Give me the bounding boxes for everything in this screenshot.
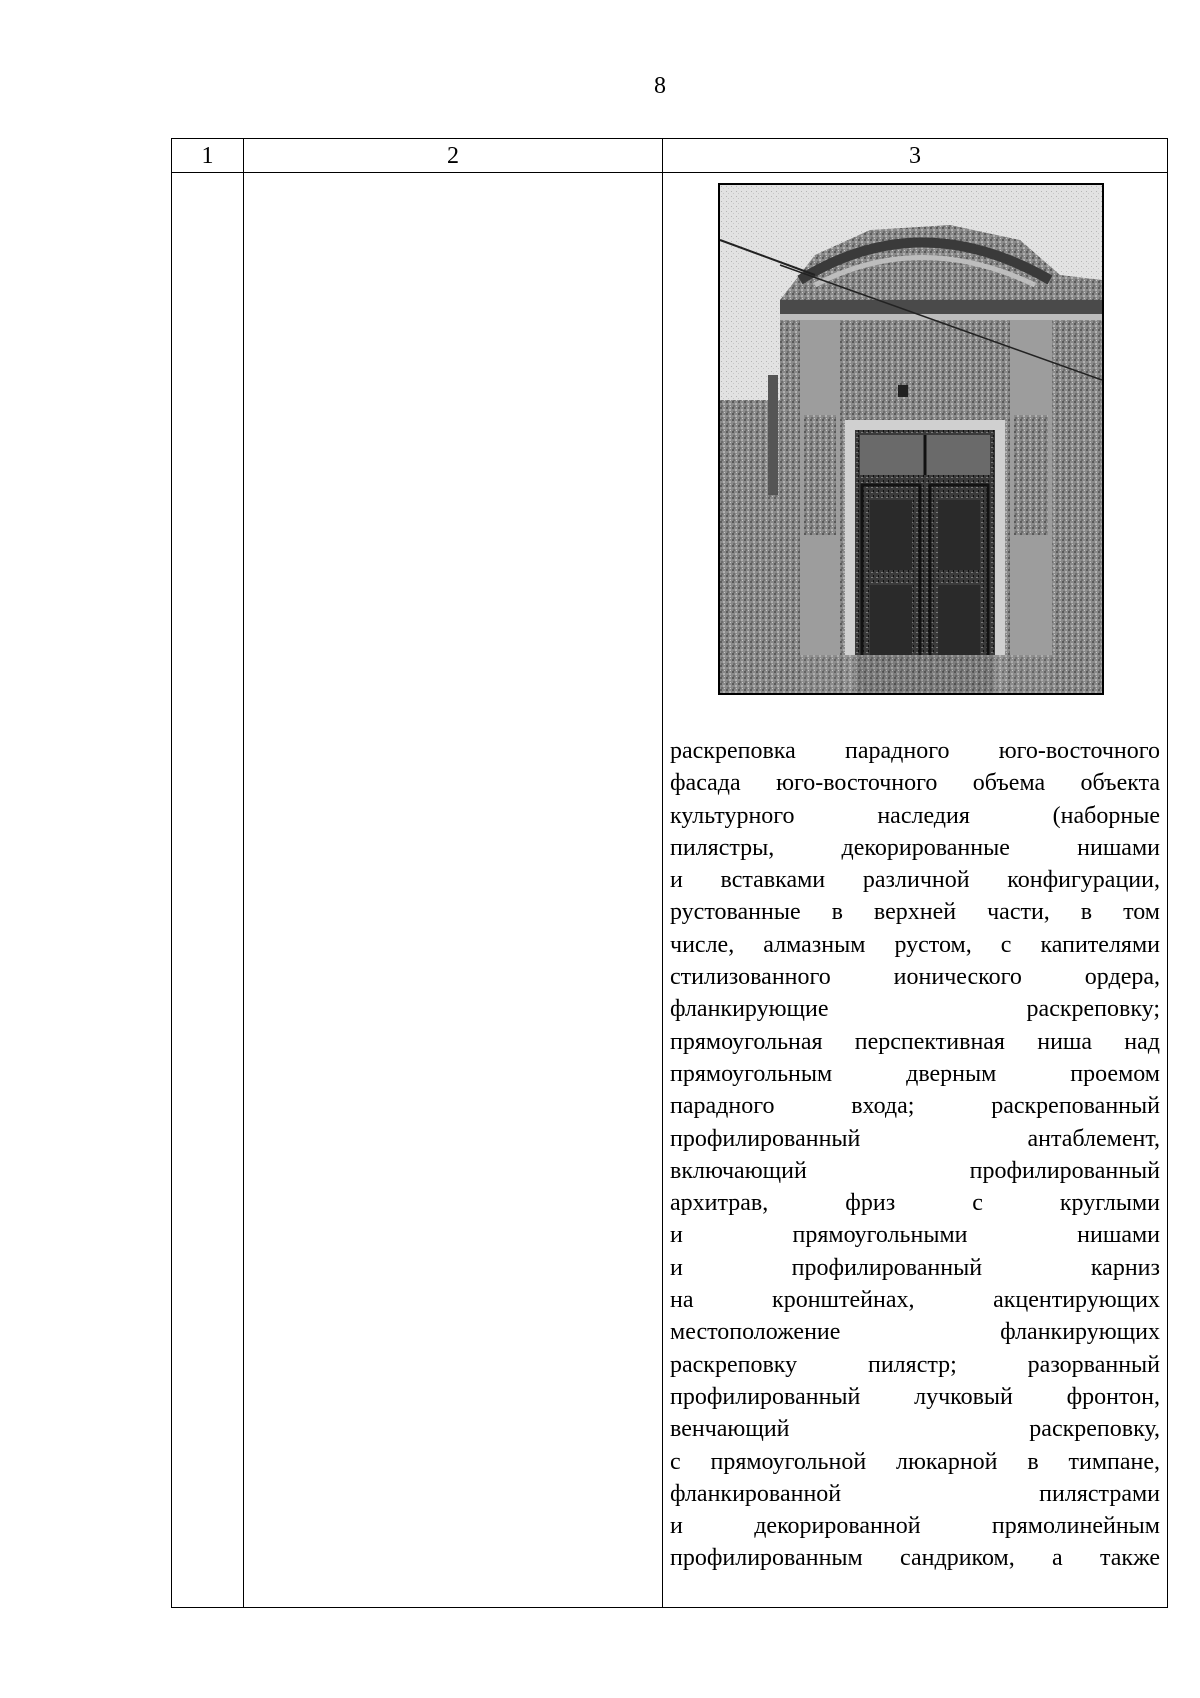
description-line: венчающий раскреповку, — [670, 1416, 1160, 1443]
row-col-1 — [172, 173, 244, 1608]
header-col-3: 3 — [663, 139, 1168, 173]
table-header-row — [172, 139, 1168, 173]
row-col-2 — [244, 173, 663, 1608]
description-line: пилястры, декорированные нишами — [670, 834, 1160, 861]
description-line: профилированным сандриком, а также — [670, 1545, 1160, 1572]
description-line: фланкированной пилястрами — [670, 1480, 1160, 1507]
header-col-2: 2 — [244, 139, 663, 173]
table-row — [172, 173, 1168, 1608]
description-line: и вставками различной конфигурации, — [670, 867, 1160, 894]
description-line: прямоугольным дверным проемом — [670, 1060, 1160, 1087]
header-col-1: 1 — [172, 139, 244, 173]
object-description — [670, 735, 1160, 1575]
description-line: фасада юго-восточного объема объекта — [670, 770, 1160, 797]
description-line: профилированный антаблемент, — [670, 1125, 1160, 1152]
description-line: прямоугольная перспективная ниша над — [670, 1028, 1160, 1055]
description-line: и декорированной прямолинейным — [670, 1513, 1160, 1540]
description-line: и профилированный карниз — [670, 1254, 1160, 1281]
facade-photo-icon — [720, 185, 1102, 693]
description-line: рустованные в верхней части, в том — [670, 899, 1160, 926]
description-line: архитрав, фриз с круглыми — [670, 1190, 1160, 1217]
description-line: фланкирующие раскреповку; — [670, 996, 1160, 1023]
description-line: профилированный лучковый фронтон, — [670, 1383, 1160, 1410]
description-line: стилизованного ионического ордера, — [670, 964, 1160, 991]
description-line: раскреповка парадного юго-восточного — [670, 738, 1160, 764]
description-line: и прямоугольными нишами — [670, 1222, 1160, 1249]
building-facade-photo — [718, 183, 1104, 695]
description-line: включающий профилированный — [670, 1157, 1160, 1184]
page-number: 8 — [654, 73, 666, 99]
description-line: местоположение фланкирующих — [670, 1319, 1160, 1346]
heritage-table — [171, 138, 1168, 1608]
description-line: раскреповку пилястр; разорванный — [670, 1351, 1160, 1378]
row-col-3 — [663, 173, 1168, 1608]
description-line: парадного входа; раскрепованный — [670, 1093, 1160, 1120]
description-line: с прямоугольной люкарной в тимпане, — [670, 1448, 1160, 1475]
description-line: культурного наследия (наборные — [670, 802, 1160, 829]
description-line: на кронштейнах, акцентирующих — [670, 1287, 1160, 1314]
description-line: числе, алмазным рустом, с капителями — [670, 931, 1160, 958]
